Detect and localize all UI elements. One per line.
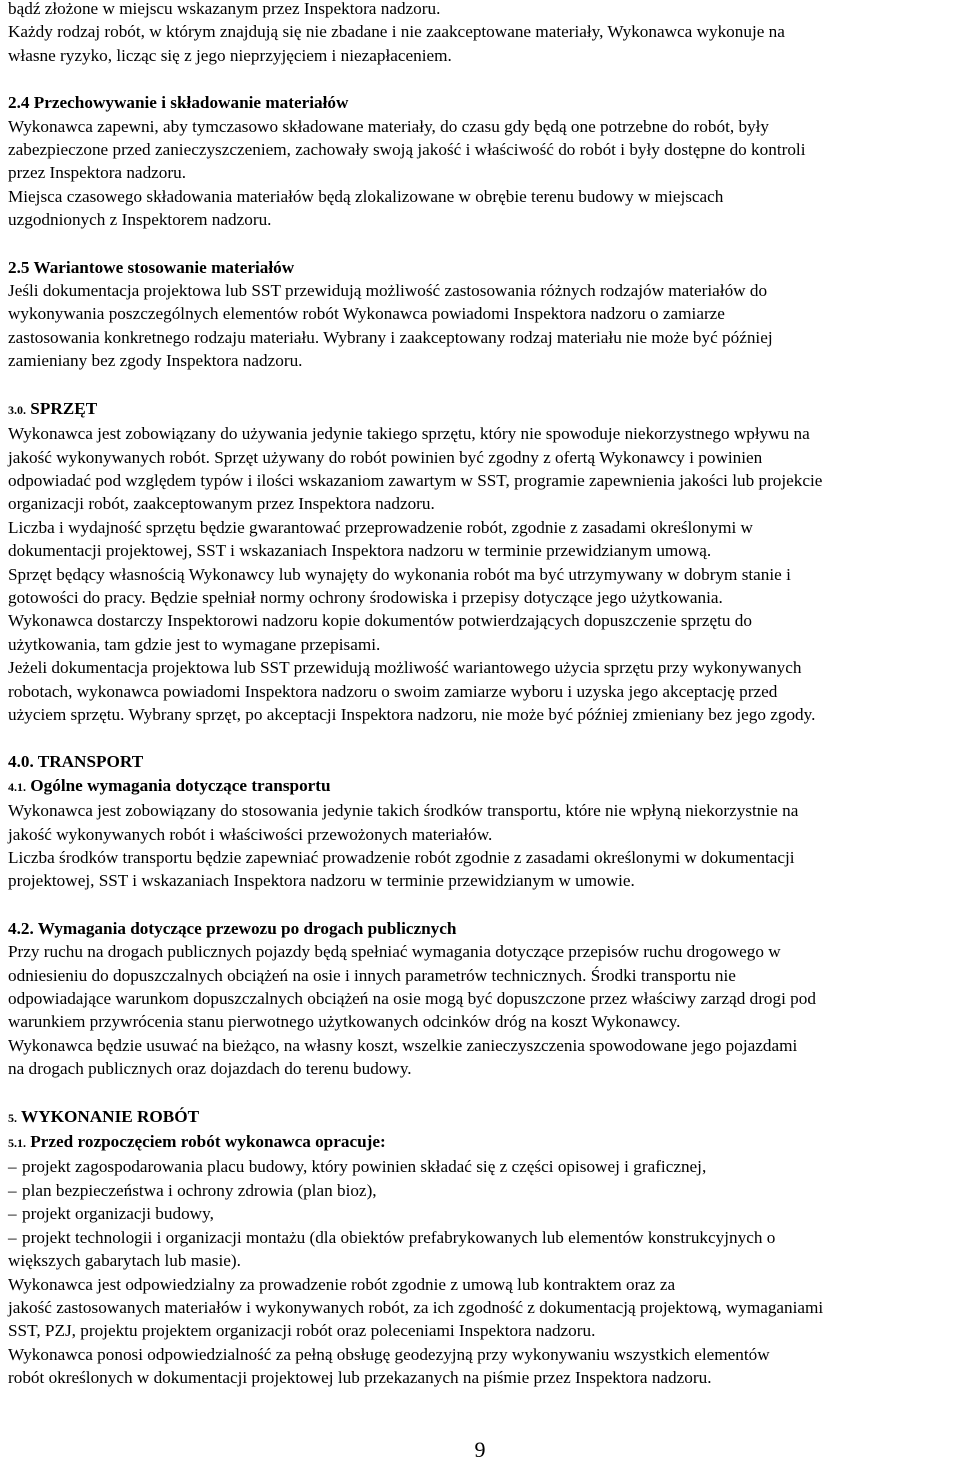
text-line: projektowej, SST i wskazaniach Inspektora nadzoru w terminie przewidzianym w umowie. [8, 871, 635, 891]
dash-bullet: – [8, 1157, 17, 1177]
subsection-number: 5.1. [8, 1136, 26, 1151]
text-line: Miejsca czasowego składowania materiałów będą zlokalizowane w obrębie terenu budowy w miejscach [8, 186, 724, 206]
text-line: zastosowania konkretnego rodzaju materiału. Wybrany i zaakceptowany rodzaj materiału nie może być później [8, 327, 773, 347]
requirements-list [8, 1155, 954, 1272]
text-line: organizacji robót, zaakceptowanym przez Inspektora nadzoru. [8, 494, 435, 514]
text-line: uzgodnionych z Inspektorem nadzoru. [8, 210, 272, 230]
subsection-heading [8, 1130, 954, 1155]
list-item [8, 1202, 954, 1225]
text-line: gotowości do pracy. Będzie spełniał normy ochrony środowiska i przepisy dotyczące jego użytkowania. [8, 587, 723, 607]
text-line: Wykonawca będzie usuwać na bieżąco, na własny koszt, wszelkie zanieczyszczenia spowodowane jego pojazdami [8, 1035, 798, 1055]
text-line: jakość wykonywanych robót i właściwości przewożonych materiałów. [8, 824, 493, 844]
text-line: dokumentacji projektowej, SST i wskazaniach Inspektora nadzoru w terminie przewidzianym umową. [8, 541, 712, 561]
text-line: odniesieniu do dopuszczalnych obciążeń na osie i innych parametrów technicznych. Środki transportu nie [8, 965, 736, 985]
text-line: użytkowania, tam gdzie jest to wymagane przepisami. [8, 634, 381, 654]
section-heading: 4.0. TRANSPORT [8, 752, 144, 772]
section-heading [8, 397, 954, 422]
text-line: Wykonawca jest odpowiedzialny za prowadzenie robót zgodnie z umową lub kontraktem oraz za [8, 1274, 676, 1294]
text-line: Jeżeli dokumentacja projektowa lub SST przewidują możliwość wariantowego użycia sprzętu przy wykonywanych [8, 658, 802, 678]
dash-bullet: – [8, 1227, 17, 1247]
dash-bullet: – [8, 1204, 17, 1224]
section-heading: 2.4 Przechowywanie i składowanie materiałów [8, 93, 349, 113]
section-title: SPRZĘT [30, 398, 98, 418]
subsection-title: Ogólne wymagania dotyczące transportu [30, 775, 331, 795]
section-4 [8, 750, 954, 1080]
subsection-heading: 4.2. Wymagania dotyczące przewozu po drogach publicznych [8, 918, 457, 938]
text-line: robotach, wykonawca powiadomi Inspektora nadzoru o swoim zamiarze wyboru i uzyska jego akceptację przed [8, 681, 778, 701]
text-line: odpowiadające warunkom dopuszczalnych obciążeń na osie mogą być dopuszczone przez właściwy zarząd drogi pod [8, 989, 816, 1009]
text-line: warunkiem przywrócenia stanu pierwotnego użytkowanych odcinków dróg na koszt Wykonawcy. [8, 1012, 681, 1032]
section-heading: 2.5 Wariantowe stosowanie materiałów [8, 257, 295, 277]
list-item-text: plan bezpieczeństwa i ochrony zdrowia (plan bioz), [22, 1180, 377, 1200]
text-line: Wykonawca zapewni, aby tymczasowo składowane materiały, do czasu gdy będą one potrzebne do robót, były [8, 116, 769, 136]
text-line: Wykonawca ponosi odpowiedzialność za pełną obsługę geodezyjną przy wykonywaniu wszystkich elementów [8, 1344, 770, 1364]
list-item [8, 1226, 954, 1249]
text-line: Liczba i wydajność sprzętu będzie gwarantować przeprowadzenie robót, zgodnie z zasadami określonymi w [8, 517, 753, 537]
section-number: 5. [8, 1110, 17, 1125]
intro-paragraph [8, 0, 954, 67]
section-heading [8, 1105, 954, 1130]
list-item [8, 1179, 954, 1202]
list-item [8, 1155, 954, 1178]
text-line: własne ryzyko, licząc się z jego nieprzyjęciem i niezapłaceniem. [8, 45, 452, 65]
text-line: jakość wykonywanych robót. Sprzęt używany do robót powinien być zgodny z ofertą Wykonawcy i powinien [8, 447, 763, 467]
text-line: użyciem sprzętu. Wybrany sprzęt, po akceptacji Inspektora nadzoru, nie może być później zmieniany bez jego zgody. [8, 704, 816, 724]
text-line: robót określonych w dokumentacji projektowej lub przekazanych na piśmie przez Inspektora nadzoru. [8, 1368, 712, 1388]
section-2-4 [8, 91, 954, 231]
text-line: na drogach publicznych oraz dojazdach do terenu budowy. [8, 1059, 412, 1079]
list-item-text: projekt zagospodarowania placu budowy, który powinien składać się z części opisowej i graficznej, [22, 1157, 707, 1177]
section-2-5 [8, 256, 954, 373]
text-line: wykonywania poszczególnych elementów robót Wykonawca powiadomi Inspektora nadzoru o zamiarze [8, 304, 725, 324]
text-line: SST, PZJ, projektu projektem organizacji robót oraz poleceniami Inspektora nadzoru. [8, 1321, 596, 1341]
subsection-number: 4.1. [8, 779, 26, 794]
section-5 [8, 1105, 954, 1390]
subsection-title: Przed rozpoczęciem robót wykonawca opracuje: [30, 1132, 386, 1152]
list-item-text: projekt organizacji budowy, [22, 1204, 214, 1224]
document-page [8, 0, 954, 1390]
text-line: zabezpieczone przed zanieczyszczeniem, zachowały swoją jakość i właściwość do robót i były dostępne do kontroli [8, 140, 806, 160]
text-line: Wykonawca dostarczy Inspektorowi nadzoru kopie dokumentów potwierdzających dopuszczenie sprzętu do [8, 611, 752, 631]
text-line: Wykonawca jest zobowiązany do stosowania jedynie takich środków transportu, które nie wpłyną niekorzystnie na [8, 801, 799, 821]
text-line: Sprzęt będący własnością Wykonawcy lub wynajęty do wykonania robót ma być utrzymywany w dobrym stanie i [8, 564, 791, 584]
text-line: bądź złożone w miejscu wskazanym przez Inspektora nadzoru. [8, 0, 441, 18]
dash-bullet: – [8, 1180, 17, 1200]
section-title: WYKONANIE ROBÓT [21, 1106, 200, 1126]
text-line: zamieniany bez zgody Inspektora nadzoru. [8, 351, 303, 371]
text-line: Przy ruchu na drogach publicznych pojazdy będą spełniać wymagania dotyczące przepisów ruchu drogowego w [8, 942, 781, 962]
text-line: jakość zastosowanych materiałów i wykonywanych robót, za ich zgodność z dokumentacją projektową, wymaganiami [8, 1297, 824, 1317]
section-3 [8, 397, 954, 727]
page-number: 9 [474, 1437, 486, 1462]
text-line: Liczba środków transportu będzie zapewniać prowadzenie robót zgodnie z zasadami określonymi w dokumentacji [8, 848, 795, 867]
subsection-heading [8, 774, 954, 799]
text-line: Wykonawca jest zobowiązany do używania jedynie takiego sprzętu, który nie spowoduje niekorzystnego wpływu na [8, 424, 810, 444]
text-line: Jeśli dokumentacja projektowa lub SST przewidują możliwość zastosowania różnych rodzajów materiałów do [8, 281, 768, 301]
section-number: 3.0. [8, 402, 26, 417]
list-item-continuation: większych gabarytach lub masie). [8, 1251, 241, 1271]
text-line: Każdy rodzaj robót, w którym znajdują się nie zbadane i nie zaakceptowane materiały, Wykonawca wykonuje na [8, 22, 785, 42]
text-line: przez Inspektora nadzoru. [8, 163, 186, 183]
text-line: odpowiadać pod względem typów i ilości wskazaniom zawartym w SST, programie zapewnienia jakości lub projekcie [8, 470, 823, 490]
list-item-text: projekt technologii i organizacji montażu (dla obiektów prefabrykowanych lub elementów konstrukcyjnych o [22, 1227, 776, 1247]
